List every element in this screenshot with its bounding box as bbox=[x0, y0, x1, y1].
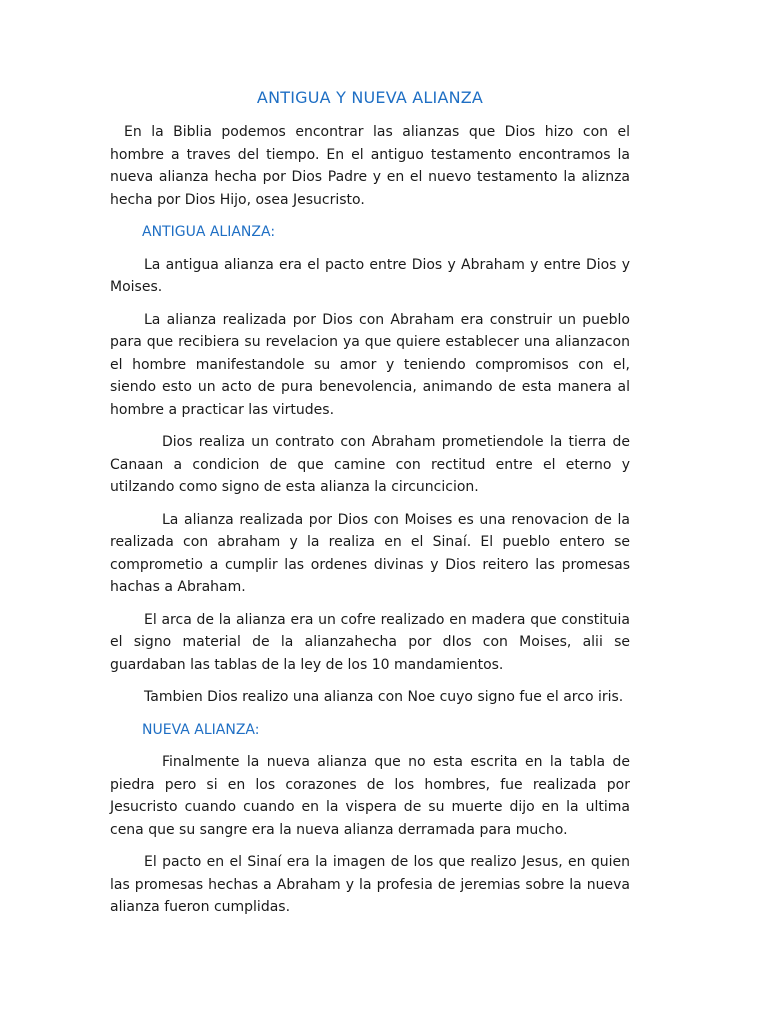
document-page bbox=[110, 88, 630, 929]
section-heading-nueva: NUEVA ALIANZA: bbox=[142, 721, 260, 738]
paragraph: El pacto en el Sinaí era la imagen de los que realizo Jesus, en quien las promesas hechas a Abraham y la profesia de jeremias sobre la nueva alianza fueron cumplidas. bbox=[110, 854, 630, 915]
paragraph: La alianza realizada por Dios con Abraham era construir un pueblo para que recibiera su revelacion ya que quiere establecer una alianzacon el hombre manifestandole su amor y teniendo compromisos con el, siendo esto un acto de pura benevolencia, animando de esta manera al hombre a practicar las virtudes. bbox=[110, 311, 630, 418]
paragraph: La antigua alianza era el pacto entre Dios y Abraham y entre Dios y Moises. bbox=[110, 256, 630, 295]
document-title: ANTIGUA Y NUEVA ALIANZA bbox=[256, 88, 484, 107]
section-heading-antigua: ANTIGUA ALIANZA: bbox=[142, 224, 276, 240]
paragraph: Tambien Dios realizo una alianza con Noe cuyo signo fue el arco iris. bbox=[144, 689, 624, 705]
paragraph: Finalmente la nueva alianza que no esta escrita en la tabla de piedra pero si en los corazones de los hombres, fue realizada por Jesucristo cuando cuando en la vispera de su muerte dijo en la ultima cena que su sangre era la nueva alianza derramada para mucho. bbox=[110, 754, 630, 838]
paragraph: Dios realiza un contrato con Abraham prometiendole la tierra de Canaan a condicion de que camine con rectitud entre el eterno y utilzando como signo de esta alianza la circuncicion. bbox=[110, 434, 630, 495]
intro-paragraph: En la Biblia podemos encontrar las alianzas que Dios hizo con el hombre a traves del tiempo. En el antiguo testamento encontramos la nueva alianza hecha por Dios Padre y en el nuevo testamento la aliznza hecha por Dios Hijo, osea Jesucristo. bbox=[110, 124, 630, 208]
paragraph: El arca de la alianza era un cofre realizado en madera que constituia el signo material de la alianzahecha por dIos con Moises, alii se guardaban las tablas de la ley de los 10 mandamientos. bbox=[110, 611, 630, 673]
paragraph: La alianza realizada por Dios con Moises es una renovacion de la realizada con abraham y la realiza en el Sinaí. El pueblo entero se comprometio a cumplir las ordenes divinas y Dios reitero las promesas hachas a Abraham. bbox=[110, 511, 630, 595]
